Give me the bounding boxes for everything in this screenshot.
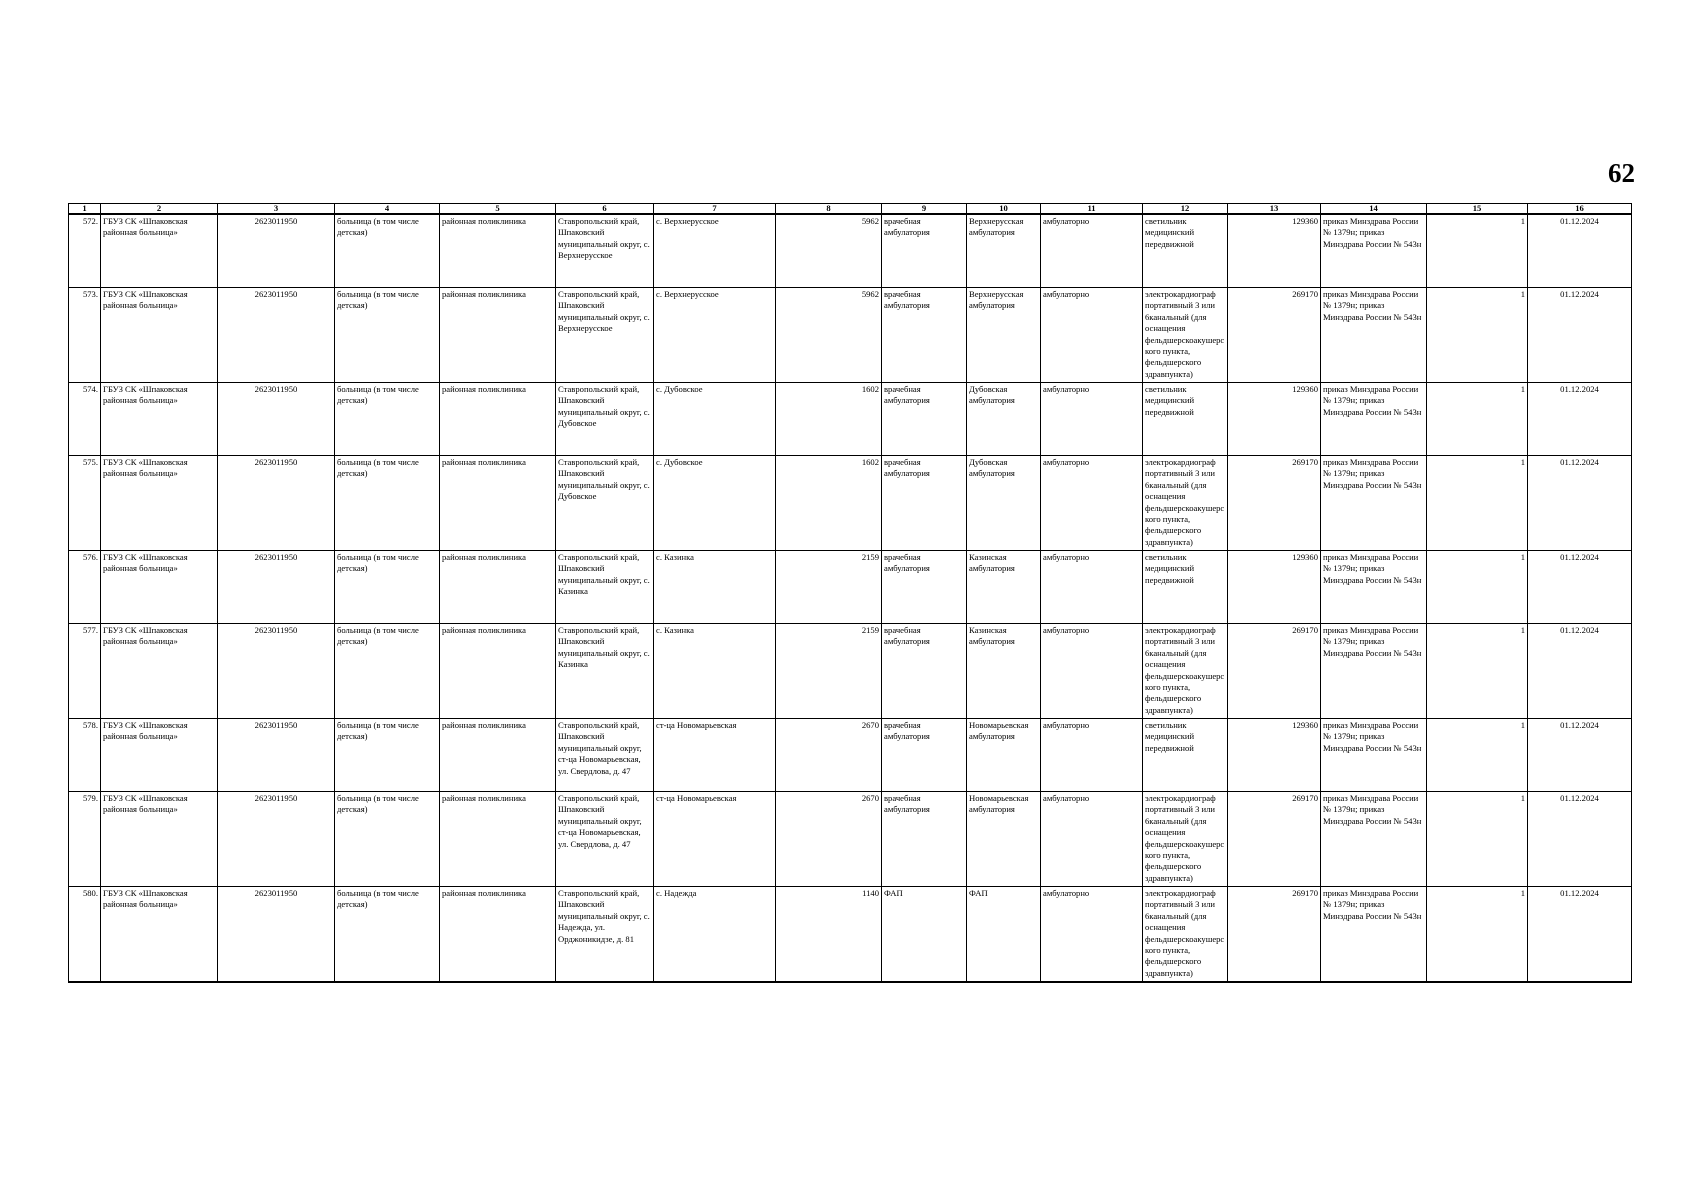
basis-cell: приказ Минздрава России № 1379н; приказ Минздрава России № 543н <box>1321 214 1427 288</box>
price-cell: 129360 <box>1228 719 1321 792</box>
organization-cell: ГБУЗ СК «Шпаковская районная больница» <box>101 288 218 383</box>
inn-cell: 2623011950 <box>218 624 335 719</box>
price-cell: 269170 <box>1228 887 1321 983</box>
row-number: 576. <box>69 551 101 624</box>
table-body <box>69 214 1632 982</box>
basis-cell: приказ Минздрава России № 1379н; приказ Минздрава России № 543н <box>1321 288 1427 383</box>
row-number: 574. <box>69 383 101 456</box>
facility-type-cell: больница (в том числе детская) <box>335 887 440 983</box>
unit-type-cell: врачебная амбулатория <box>882 551 967 624</box>
equipment-cell: светильник медицинский передвижной <box>1143 214 1228 288</box>
population-cell: 2159 <box>776 624 882 719</box>
locality-cell: с. Надежда <box>654 887 776 983</box>
page-number: 62 <box>1608 158 1635 188</box>
inn-cell: 2623011950 <box>218 551 335 624</box>
locality-cell: с. Дубовское <box>654 383 776 456</box>
subdivision-cell: районная поликлиника <box>440 551 556 624</box>
equipment-cell: электрокардиограф портативный 3 или 6канальный (для оснащения фельдшерскоакушерского пункта, фельдшерского здравпункта) <box>1143 456 1228 551</box>
locality-cell: ст-ца Новомарьевская <box>654 719 776 792</box>
unit-name-cell: ФАП <box>967 887 1041 983</box>
basis-cell: приказ Минздрава России № 1379н; приказ Минздрава России № 543н <box>1321 551 1427 624</box>
column-header: 8 <box>776 204 882 215</box>
facility-type-cell: больница (в том числе детская) <box>335 719 440 792</box>
facility-type-cell: больница (в том числе детская) <box>335 214 440 288</box>
date-cell: 01.12.2024 <box>1528 624 1632 719</box>
row-number: 580. <box>69 887 101 983</box>
address-cell: Ставропольский край, Шпаковский муниципальный округ, с. Надежда, ул. Орджоникидзе, д. 81 <box>556 887 654 983</box>
column-header: 2 <box>101 204 218 215</box>
locality-cell: с. Верхнерусское <box>654 214 776 288</box>
address-cell: Ставропольский край, Шпаковский муниципальный округ, с. Казинка <box>556 551 654 624</box>
inn-cell: 2623011950 <box>218 792 335 887</box>
population-cell: 5962 <box>776 214 882 288</box>
basis-cell: приказ Минздрава России № 1379н; приказ Минздрава России № 543н <box>1321 792 1427 887</box>
subdivision-cell: районная поликлиника <box>440 887 556 983</box>
inn-cell: 2623011950 <box>218 214 335 288</box>
address-cell: Ставропольский край, Шпаковский муниципальный округ, с. Верхнерусское <box>556 214 654 288</box>
column-header: 4 <box>335 204 440 215</box>
quantity-cell: 1 <box>1427 792 1528 887</box>
locality-cell: с. Верхнерусское <box>654 288 776 383</box>
care-condition-cell: амбулаторно <box>1041 719 1143 792</box>
date-cell: 01.12.2024 <box>1528 288 1632 383</box>
facility-type-cell: больница (в том числе детская) <box>335 288 440 383</box>
facility-type-cell: больница (в том числе детская) <box>335 624 440 719</box>
facility-type-cell: больница (в том числе детская) <box>335 792 440 887</box>
equipment-cell: электрокардиограф портативный 3 или 6канальный (для оснащения фельдшерскоакушерского пункта, фельдшерского здравпункта) <box>1143 288 1228 383</box>
inn-cell: 2623011950 <box>218 383 335 456</box>
header-row <box>69 204 1632 215</box>
unit-name-cell: Дубовская амбулатория <box>967 456 1041 551</box>
price-cell: 269170 <box>1228 624 1321 719</box>
column-header: 7 <box>654 204 776 215</box>
unit-type-cell: врачебная амбулатория <box>882 719 967 792</box>
organization-cell: ГБУЗ СК «Шпаковская районная больница» <box>101 624 218 719</box>
facility-type-cell: больница (в том числе детская) <box>335 456 440 551</box>
care-condition-cell: амбулаторно <box>1041 383 1143 456</box>
quantity-cell: 1 <box>1427 288 1528 383</box>
locality-cell: с. Дубовское <box>654 456 776 551</box>
table-row <box>69 214 1632 288</box>
unit-name-cell: Новомарьевская амбулатория <box>967 719 1041 792</box>
unit-name-cell: Верхнерусская амбулатория <box>967 288 1041 383</box>
subdivision-cell: районная поликлиника <box>440 214 556 288</box>
quantity-cell: 1 <box>1427 624 1528 719</box>
equipment-cell: электрокардиограф портативный 3 или 6канальный (для оснащения фельдшерскоакушерского пункта, фельдшерского здравпункта) <box>1143 792 1228 887</box>
subdivision-cell: районная поликлиника <box>440 383 556 456</box>
basis-cell: приказ Минздрава России № 1379н; приказ Минздрава России № 543н <box>1321 887 1427 983</box>
table-row <box>69 551 1632 624</box>
unit-type-cell: врачебная амбулатория <box>882 383 967 456</box>
date-cell: 01.12.2024 <box>1528 456 1632 551</box>
care-condition-cell: амбулаторно <box>1041 214 1143 288</box>
unit-type-cell: врачебная амбулатория <box>882 792 967 887</box>
address-cell: Ставропольский край, Шпаковский муниципальный округ, ст-ца Новомарьевская, ул. Свердлова, д. 47 <box>556 719 654 792</box>
equipment-cell: светильник медицинский передвижной <box>1143 383 1228 456</box>
unit-name-cell: Верхнерусская амбулатория <box>967 214 1041 288</box>
organization-cell: ГБУЗ СК «Шпаковская районная больница» <box>101 551 218 624</box>
quantity-cell: 1 <box>1427 383 1528 456</box>
subdivision-cell: районная поликлиника <box>440 288 556 383</box>
locality-cell: с. Казинка <box>654 624 776 719</box>
column-header: 13 <box>1228 204 1321 215</box>
date-cell: 01.12.2024 <box>1528 792 1632 887</box>
organization-cell: ГБУЗ СК «Шпаковская районная больница» <box>101 214 218 288</box>
organization-cell: ГБУЗ СК «Шпаковская районная больница» <box>101 456 218 551</box>
column-header: 9 <box>882 204 967 215</box>
equipment-cell: светильник медицинский передвижной <box>1143 719 1228 792</box>
address-cell: Ставропольский край, Шпаковский муниципальный округ, ст-ца Новомарьевская, ул. Свердлова, д. 47 <box>556 792 654 887</box>
unit-type-cell: врачебная амбулатория <box>882 456 967 551</box>
care-condition-cell: амбулаторно <box>1041 288 1143 383</box>
address-cell: Ставропольский край, Шпаковский муниципальный округ, с. Казинка <box>556 624 654 719</box>
row-number: 573. <box>69 288 101 383</box>
table-row <box>69 288 1632 383</box>
subdivision-cell: районная поликлиника <box>440 624 556 719</box>
unit-type-cell: врачебная амбулатория <box>882 624 967 719</box>
price-cell: 269170 <box>1228 288 1321 383</box>
subdivision-cell: районная поликлиника <box>440 792 556 887</box>
unit-name-cell: Новомарьевская амбулатория <box>967 792 1041 887</box>
care-condition-cell: амбулаторно <box>1041 887 1143 983</box>
table-row <box>69 624 1632 719</box>
column-header: 14 <box>1321 204 1427 215</box>
population-cell: 2670 <box>776 792 882 887</box>
subdivision-cell: районная поликлиника <box>440 456 556 551</box>
quantity-cell: 1 <box>1427 551 1528 624</box>
column-header: 15 <box>1427 204 1528 215</box>
date-cell: 01.12.2024 <box>1528 383 1632 456</box>
unit-name-cell: Казинская амбулатория <box>967 551 1041 624</box>
equipment-cell: электрокардиограф портативный 3 или 6канальный (для оснащения фельдшерскоакушерского пункта, фельдшерского здравпункта) <box>1143 624 1228 719</box>
population-cell: 1602 <box>776 383 882 456</box>
care-condition-cell: амбулаторно <box>1041 792 1143 887</box>
row-number: 577. <box>69 624 101 719</box>
population-cell: 2670 <box>776 719 882 792</box>
column-header: 12 <box>1143 204 1228 215</box>
column-header: 6 <box>556 204 654 215</box>
inn-cell: 2623011950 <box>218 719 335 792</box>
subdivision-cell: районная поликлиника <box>440 719 556 792</box>
column-header: 5 <box>440 204 556 215</box>
organization-cell: ГБУЗ СК «Шпаковская районная больница» <box>101 792 218 887</box>
data-table <box>68 203 1632 983</box>
organization-cell: ГБУЗ СК «Шпаковская районная больница» <box>101 719 218 792</box>
unit-type-cell: ФАП <box>882 887 967 983</box>
price-cell: 129360 <box>1228 551 1321 624</box>
row-number: 575. <box>69 456 101 551</box>
unit-type-cell: врачебная амбулатория <box>882 288 967 383</box>
locality-cell: ст-ца Новомарьевская <box>654 792 776 887</box>
date-cell: 01.12.2024 <box>1528 719 1632 792</box>
table-row <box>69 887 1632 983</box>
address-cell: Ставропольский край, Шпаковский муниципальный округ, с. Дубовское <box>556 383 654 456</box>
table-row <box>69 719 1632 792</box>
price-cell: 269170 <box>1228 456 1321 551</box>
column-header: 10 <box>967 204 1041 215</box>
price-cell: 129360 <box>1228 214 1321 288</box>
date-cell: 01.12.2024 <box>1528 214 1632 288</box>
inn-cell: 2623011950 <box>218 887 335 983</box>
care-condition-cell: амбулаторно <box>1041 551 1143 624</box>
address-cell: Ставропольский край, Шпаковский муниципальный округ, с. Дубовское <box>556 456 654 551</box>
basis-cell: приказ Минздрава России № 1379н; приказ Минздрава России № 543н <box>1321 456 1427 551</box>
quantity-cell: 1 <box>1427 456 1528 551</box>
facility-type-cell: больница (в том числе детская) <box>335 383 440 456</box>
population-cell: 5962 <box>776 288 882 383</box>
quantity-cell: 1 <box>1427 214 1528 288</box>
care-condition-cell: амбулаторно <box>1041 456 1143 551</box>
quantity-cell: 1 <box>1427 719 1528 792</box>
population-cell: 2159 <box>776 551 882 624</box>
inn-cell: 2623011950 <box>218 456 335 551</box>
basis-cell: приказ Минздрава России № 1379н; приказ Минздрава России № 543н <box>1321 719 1427 792</box>
price-cell: 269170 <box>1228 792 1321 887</box>
basis-cell: приказ Минздрава России № 1379н; приказ Минздрава России № 543н <box>1321 383 1427 456</box>
organization-cell: ГБУЗ СК «Шпаковская районная больница» <box>101 887 218 983</box>
table-row <box>69 383 1632 456</box>
row-number: 572. <box>69 214 101 288</box>
unit-type-cell: врачебная амбулатория <box>882 214 967 288</box>
row-number: 578. <box>69 719 101 792</box>
column-header: 3 <box>218 204 335 215</box>
row-number: 579. <box>69 792 101 887</box>
date-cell: 01.12.2024 <box>1528 887 1632 983</box>
column-header: 1 <box>69 204 101 215</box>
organization-cell: ГБУЗ СК «Шпаковская районная больница» <box>101 383 218 456</box>
locality-cell: с. Казинка <box>654 551 776 624</box>
population-cell: 1140 <box>776 887 882 983</box>
inn-cell: 2623011950 <box>218 288 335 383</box>
quantity-cell: 1 <box>1427 887 1528 983</box>
equipment-cell: электрокардиограф портативный 3 или 6канальный (для оснащения фельдшерскоакушерского пункта, фельдшерского здравпункта) <box>1143 887 1228 983</box>
column-header: 11 <box>1041 204 1143 215</box>
table-row <box>69 456 1632 551</box>
care-condition-cell: амбулаторно <box>1041 624 1143 719</box>
price-cell: 129360 <box>1228 383 1321 456</box>
facility-type-cell: больница (в том числе детская) <box>335 551 440 624</box>
population-cell: 1602 <box>776 456 882 551</box>
column-header: 16 <box>1528 204 1632 215</box>
unit-name-cell: Дубовская амбулатория <box>967 383 1041 456</box>
table-row <box>69 792 1632 887</box>
basis-cell: приказ Минздрава России № 1379н; приказ Минздрава России № 543н <box>1321 624 1427 719</box>
equipment-cell: светильник медицинский передвижной <box>1143 551 1228 624</box>
unit-name-cell: Казинская амбулатория <box>967 624 1041 719</box>
date-cell: 01.12.2024 <box>1528 551 1632 624</box>
address-cell: Ставропольский край, Шпаковский муниципальный округ, с. Верхнерусское <box>556 288 654 383</box>
